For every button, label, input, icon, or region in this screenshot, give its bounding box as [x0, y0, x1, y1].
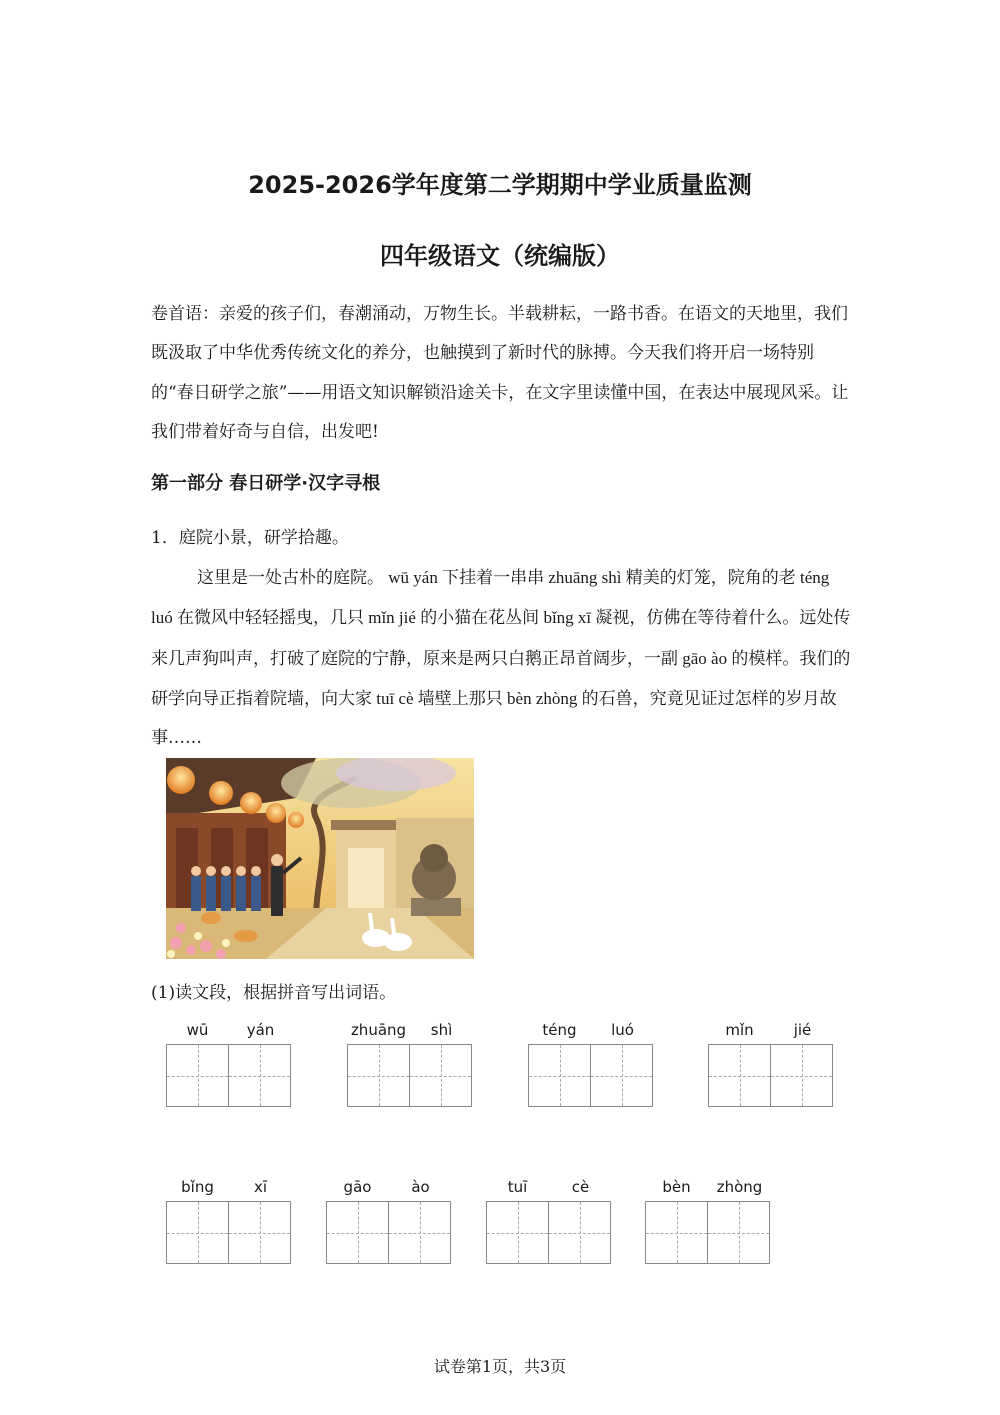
- pinyin-syllable: luó: [611, 1021, 634, 1039]
- passage-pinyin: mǐn jié: [363, 608, 421, 628]
- character-cell[interactable]: [389, 1201, 451, 1264]
- character-cell[interactable]: [771, 1044, 833, 1107]
- passage-paragraph: [151, 558, 851, 758]
- pinyin-syllable: ào: [411, 1178, 430, 1196]
- character-cell[interactable]: [528, 1044, 591, 1107]
- pinyin-label: [166, 1175, 292, 1199]
- pinyin-syllable: zhòng: [716, 1178, 763, 1196]
- pinyin-label: [347, 1018, 473, 1042]
- tianzige-grid: [645, 1201, 770, 1264]
- pinyin-label: [166, 1018, 292, 1042]
- passage-text: 的石兽，究竟见证过怎样的岁月故事……: [151, 688, 837, 749]
- passage-pinyin: zhuāng shì: [544, 568, 626, 587]
- passage-text: 墙壁上那只: [417, 688, 503, 709]
- passage-pinyin: téng luó: [151, 568, 830, 628]
- character-cell[interactable]: [645, 1201, 708, 1264]
- pinyin-syllable: bǐng: [181, 1178, 214, 1196]
- tianzige-grid: [347, 1044, 472, 1107]
- section-heading: 第一部分 春日研学·汉字寻根: [151, 473, 381, 494]
- passage-text: 的小猫在花丛间: [420, 608, 540, 629]
- pinyin-syllable: zhuāng: [350, 1021, 407, 1039]
- pinyin-label: [645, 1175, 771, 1199]
- pinyin-syllable: cè: [571, 1178, 590, 1196]
- tianzige-grid: [166, 1201, 291, 1264]
- word-answer-box: [166, 1018, 292, 1108]
- character-cell[interactable]: [347, 1044, 410, 1107]
- pinyin-label: [326, 1175, 452, 1199]
- question-1-title: 1．庭院小景，研学拾趣。: [151, 528, 349, 548]
- word-answer-box: [708, 1018, 834, 1108]
- subquestion-1-label: (1)读文段，根据拼音写出词语。: [151, 983, 397, 1003]
- word-answer-box: [166, 1175, 292, 1265]
- passage-text: 的模样。我们的研学向导正指着院墙，向大家: [151, 648, 851, 709]
- passage-text: 精美的灯笼，院角的老: [625, 568, 796, 588]
- pinyin-syllable: shì: [430, 1021, 453, 1039]
- tianzige-grid: [326, 1201, 451, 1264]
- pinyin-label: [486, 1175, 612, 1199]
- passage-pinyin: bǐng xī: [539, 608, 596, 628]
- passage-pinyin: wū yán: [384, 568, 443, 587]
- pinyin-label: [708, 1018, 834, 1042]
- courtyard-illustration: [166, 758, 474, 959]
- passage-text: 在微风中轻轻摇曳，几只: [176, 608, 364, 629]
- tianzige-grid: [708, 1044, 833, 1107]
- character-cell[interactable]: [166, 1201, 229, 1264]
- word-answer-box: [528, 1018, 654, 1108]
- character-cell[interactable]: [591, 1044, 653, 1107]
- character-cell[interactable]: [326, 1201, 389, 1264]
- passage-text: 凝视，仿佛在等待着什么。远处传来几声狗叫声，打破了庭院的宁静，原来是两只白鹅正昂首阔步，一副: [151, 608, 851, 669]
- character-cell[interactable]: [708, 1044, 771, 1107]
- pinyin-label: [528, 1018, 654, 1042]
- pinyin-syllable: tuī: [507, 1178, 528, 1196]
- word-answer-box: [347, 1018, 473, 1108]
- passage-text: 这里是一处古朴的庭院。: [197, 568, 384, 588]
- character-cell[interactable]: [486, 1201, 549, 1264]
- pinyin-syllable: yán: [246, 1021, 275, 1039]
- pinyin-syllable: jié: [793, 1021, 812, 1039]
- tianzige-grid: [528, 1044, 653, 1107]
- pinyin-syllable: wū: [186, 1021, 209, 1039]
- character-cell[interactable]: [229, 1044, 291, 1107]
- character-cell[interactable]: [708, 1201, 770, 1264]
- pinyin-syllable: bèn: [662, 1178, 691, 1196]
- passage-pinyin: bèn zhòng: [502, 688, 582, 708]
- tianzige-grid: [486, 1201, 611, 1264]
- word-answer-box: [645, 1175, 771, 1265]
- pinyin-syllable: téng: [542, 1021, 577, 1039]
- character-cell[interactable]: [549, 1201, 611, 1264]
- word-answer-box: [326, 1175, 452, 1265]
- pinyin-syllable: gāo: [343, 1178, 372, 1196]
- tianzige-grid: [166, 1044, 291, 1107]
- pinyin-syllable: mǐn: [725, 1021, 754, 1039]
- passage-pinyin: gāo ào: [678, 648, 732, 668]
- pinyin-syllable: xī: [253, 1178, 268, 1196]
- exam-title: 2025-2026学年度第二学期期中学业质量监测: [248, 171, 752, 199]
- passage-pinyin: tuī cè: [372, 688, 418, 708]
- character-cell[interactable]: [229, 1201, 291, 1264]
- character-cell[interactable]: [166, 1044, 229, 1107]
- preface-paragraph: 卷首语：亲爱的孩子们，春潮涌动，万物生长。半载耕耘，一路书香。在语文的天地里，我们既汲取了中华优秀传统文化的养分，也触摸到了新时代的脉搏。今天我们将开启一场特别的“春日研学之旅”——用语文知识解锁沿途关卡，在文字里读懂中国，在表达中展现风采。让我们带着好奇与自信，出发吧!: [151, 304, 849, 442]
- word-answer-box: [486, 1175, 612, 1265]
- page-footer: 试卷第1页，共3页: [433, 1357, 567, 1376]
- exam-subtitle: 四年级语文（统编版）: [380, 242, 620, 270]
- character-cell[interactable]: [410, 1044, 472, 1107]
- passage-text: 下挂着一串串: [442, 568, 545, 588]
